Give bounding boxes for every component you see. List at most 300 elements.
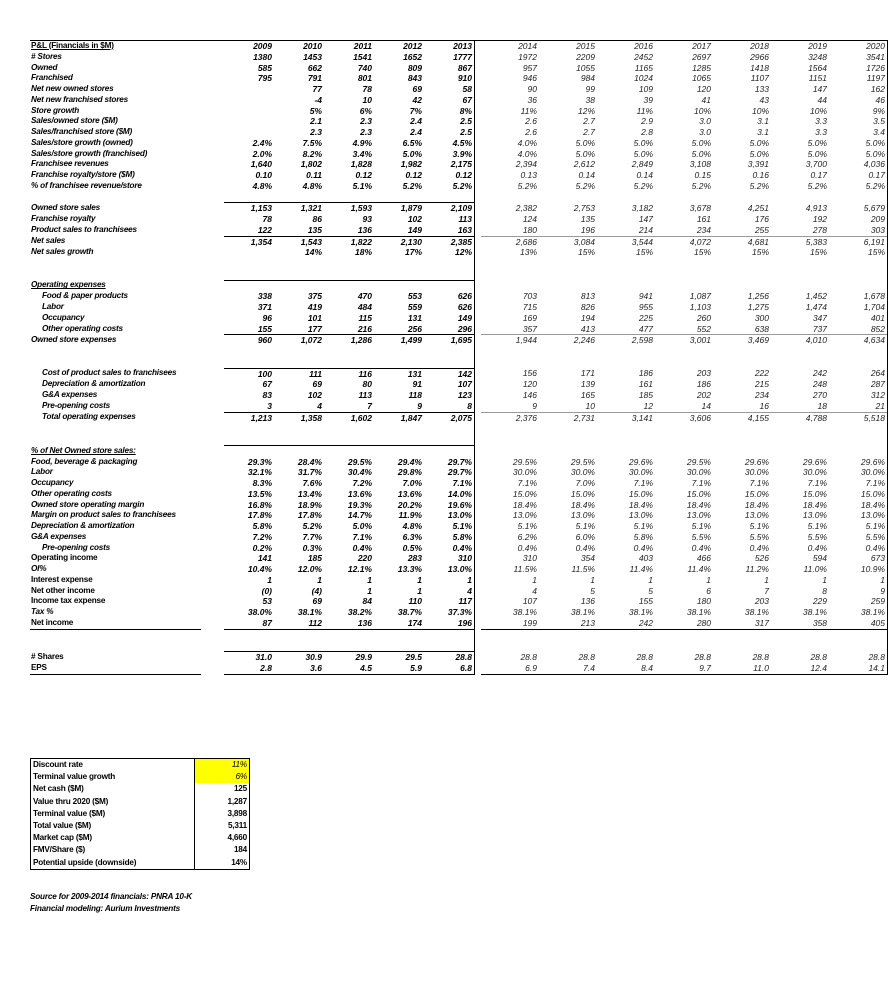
proj-value: 2,686 [481,236,539,247]
blank-cell [539,423,597,434]
blank-cell [539,269,597,280]
proj-value: 44 [817,94,827,105]
proj-value: 3.4 [829,127,888,138]
row-label: Total operating expenses [42,412,136,422]
proj-value: 5,383 [771,236,829,247]
proj-value: 18.4% [570,499,595,510]
hist-value: 3.6 [274,663,324,674]
hist-value: 1 [424,575,475,586]
blank-cell [655,258,713,269]
proj-value: 13.0% [829,510,888,521]
valuation-label: Market cap ($M) [33,833,92,843]
hist-value [224,116,274,127]
hist-value: 30.9 [274,652,324,663]
hist-value: 38.7% [397,607,422,617]
proj-value: 9 [532,400,537,411]
hist-value: 18% [354,247,372,258]
proj-value [771,445,829,456]
pnl-row [30,543,888,554]
proj-value: 955 [638,302,653,312]
proj-value: 4,251 [747,203,769,213]
pnl-row [30,467,888,478]
blank-cell [30,640,201,651]
proj-value: 0.16 [752,170,769,180]
hist-value: 5.0% [352,521,372,531]
pnl-row [30,586,888,597]
proj-value: 0.17 [810,170,827,180]
row-label: Depreciation & amortization [42,379,146,389]
valuation-row [31,857,250,870]
pnl-row [30,214,888,225]
proj-value: 5.2% [807,180,827,191]
proj-value: 1065 [692,73,711,84]
blank-cell [771,423,829,434]
proj-value: 13.0% [512,510,537,521]
hist-value: 0.12 [355,170,372,180]
proj-value: 10% [751,105,769,116]
blank-cell [324,434,374,445]
pnl-row [30,73,888,84]
spacer-cell [201,73,224,84]
hist-value: 116 [324,368,374,379]
proj-value: 1,256 [747,291,769,302]
proj-value: 852 [829,324,888,335]
proj-value: 7.1% [633,478,653,488]
proj-value: 196 [580,224,595,235]
hist-value: 107 [424,379,475,390]
hist-value: 220 [357,553,372,564]
proj-value: 214 [638,224,653,235]
proj-value: 4,036 [829,159,888,170]
hist-value: 1,802 [300,159,322,170]
spacer-cell [201,357,224,368]
hist-value: 3.9% [424,149,475,160]
hist-value: 69 [412,84,422,94]
blank-cell [274,423,324,434]
proj-value: 5.5% [749,531,769,542]
pnl-row [30,457,888,468]
blank-cell [481,346,539,357]
blank-cell [713,192,771,203]
proj-value: 38.1% [686,607,711,617]
hist-value: 115 [358,312,372,323]
blank-cell [374,269,424,280]
blank-cell [655,192,713,203]
proj-value: 14 [701,400,711,411]
blank-cell [424,346,475,357]
hist-value: 801 [357,73,372,84]
proj-value: 6.9 [481,663,539,674]
blank-cell [481,640,539,651]
hist-value [224,127,274,138]
proj-value: 15.0% [570,488,595,499]
proj-value: 18.4% [686,499,711,510]
blank-cell [274,192,324,203]
proj-value: 1 [648,574,653,585]
proj-value: 3248 [808,51,827,62]
proj-value: 1,678 [829,291,888,302]
proj-value: 317 [713,618,771,629]
hist-value: 8% [424,106,475,117]
hist-value: 0.12 [405,170,422,180]
hist-value: 1,879 [374,203,424,214]
proj-value: 18.4% [802,499,827,510]
hist-value: 17.8% [297,510,322,521]
proj-value: 2,753 [573,203,595,213]
hist-value: 5% [309,105,322,116]
pnl-row [30,489,888,500]
proj-value: 11.4% [629,564,653,574]
hist-value: 662 [307,62,322,73]
hist-value: 42 [412,94,422,105]
proj-value: 2.9 [641,116,653,127]
proj-value: 43 [759,94,769,105]
hist-value: 6.5% [402,137,422,148]
spacer-cell [201,607,224,618]
blank-cell [597,258,655,269]
proj-value: 36 [527,94,537,105]
blank-cell [829,192,888,203]
spacer-cell [201,203,224,214]
proj-value: 1726 [829,63,888,74]
hist-value: 13.4% [297,488,322,499]
row-label: Store growth [31,105,80,115]
proj-value: 30.0% [570,467,595,478]
hist-value: 2,109 [424,203,475,214]
row-label: Depreciation & amortization [31,521,135,530]
proj-value: 957 [522,62,537,73]
hist-value: 5.2% [424,181,475,192]
proj-value: 8.4 [597,663,655,674]
hist-value: 1,593 [324,203,374,214]
proj-value: 5.2% [829,181,888,192]
hist-value: 14.0% [424,489,475,500]
proj-value: 259 [829,596,888,607]
proj-value: 7.1% [517,478,537,488]
proj-value: 7.4 [539,663,597,674]
valuation-input-value: 6% [195,771,250,783]
blank-cell [224,640,274,651]
hist-value: 67 [424,95,475,106]
hist-value: 4.9% [352,137,372,148]
proj-value: 3.1 [757,116,769,127]
proj-value: 169 [522,312,537,323]
spacer-cell [201,412,224,423]
proj-value: 5.1% [829,521,888,532]
proj-value: 0.4% [691,542,711,553]
hist-year-header: 2013 [424,41,475,52]
proj-value: 5.2% [691,180,711,191]
hist-value: 12% [424,247,475,258]
pnl-row [30,95,888,106]
hist-value: 69 [312,379,322,390]
hist-value: 123 [424,390,475,401]
hist-value: 2.4 [410,127,422,137]
spacer-cell [201,510,224,521]
valuation-row [31,808,250,820]
blank-cell [224,269,274,280]
proj-value: 5.0% [575,137,595,148]
proj-value: 192 [812,214,827,224]
hist-value: 3 [267,400,272,411]
hist-value: 0.11 [306,170,322,180]
hist-value: 113 [424,214,475,225]
proj-value: 347 [812,312,827,323]
proj-value: 161 [638,379,653,390]
proj-value: 185 [638,390,653,400]
proj-value: 5.0% [749,148,769,159]
proj-value: 255 [754,224,769,235]
hist-value: 559 [407,302,422,312]
proj-value: 124 [522,214,537,224]
blank-cell [274,346,324,357]
hist-value: 196 [424,618,475,629]
proj-value: 5.0% [807,148,827,159]
proj-value: 18.4% [744,499,769,510]
blank-cell [374,346,424,357]
proj-value: 5 [590,585,595,596]
blank-cell [424,357,475,368]
blank-cell [597,434,655,445]
proj-value: 813 [580,291,595,302]
blank-cell [481,629,539,640]
proj-value: 403 [638,553,653,564]
hist-value: 375 [307,291,322,302]
proj-value: 30.0% [802,467,827,478]
proj-value: 39 [643,94,653,105]
proj-value: 120 [522,379,537,390]
blank-cell [274,258,324,269]
blank-cell [481,357,539,368]
hist-value: 4.5 [324,663,374,674]
hist-value: 91 [412,379,422,390]
spacer-cell [201,532,224,543]
proj-value: 3.3 [815,116,827,127]
proj-value: 0.4% [749,542,769,553]
proj-value: 139 [580,379,595,390]
proj-value: 13.0% [628,510,653,521]
row-label: Pre-opening costs [42,401,111,410]
blank-cell [30,346,201,357]
hist-value: 809 [407,62,422,73]
proj-value: 1 [590,574,595,585]
hist-value: 84 [362,596,372,607]
spacer-cell [201,618,224,629]
hist-value: 155 [257,323,272,334]
proj-value [829,280,888,291]
hist-value: 6% [359,105,372,116]
hist-value: 2,385 [424,236,475,247]
blank-cell [374,629,424,640]
hist-value: 131 [407,312,422,323]
proj-value: 3,544 [597,236,655,247]
hist-value: 1,354 [224,236,274,247]
spacer-cell [201,500,224,511]
blank-cell [30,434,201,445]
spacer-cell [201,170,224,181]
proj-value: 4,072 [655,236,713,247]
spacer-cell [201,116,224,127]
hist-value: 1380 [253,51,272,62]
valuation-label: FMV/Share ($) [33,845,85,855]
pnl-row [30,138,888,149]
proj-value: 3.3 [815,127,827,137]
proj-value: 10% [809,105,827,116]
spacer-cell [201,41,224,52]
proj-value [829,445,888,456]
hist-value: 29.5% [347,456,372,467]
proj-value: 1,452 [805,291,827,302]
hist-value: 13.0% [424,564,475,575]
proj-value: 5.5% [807,531,827,542]
row-label: OI% [31,564,47,573]
blank-cell [274,434,324,445]
proj-value: 9 [829,586,888,597]
blank-cell [424,258,475,269]
blank-cell [30,423,201,434]
row-label: Occupancy [31,478,74,487]
proj-value: 0.4% [807,542,827,553]
proj-value: 18.4% [829,500,888,511]
hist-value: 1,358 [274,412,324,423]
spacer-cell [201,390,224,401]
hist-value: 8.3% [252,478,272,488]
proj-value: 4.0% [517,137,537,148]
proj-value: 1,474 [805,302,827,312]
proj-value: 133 [754,84,769,94]
proj-value: 2,612 [573,159,595,170]
hist-value: 1,828 [350,159,372,170]
hist-value: 11.9% [398,510,422,521]
spacer-cell [201,63,224,74]
hist-value: 6.8 [424,663,475,674]
hist-value: 149 [407,224,422,235]
hist-value: 1 [417,585,422,596]
proj-value: 28.8 [829,652,888,663]
proj-value: 941 [638,291,653,302]
spacer-cell [201,401,224,412]
hist-value: 585 [257,62,272,73]
hist-value: 1,213 [224,412,274,423]
pnl-row [30,379,888,390]
row-label: Owned store operating margin [31,499,145,509]
hist-value: 4.8% [402,521,422,531]
hist-value: 177 [307,323,322,334]
proj-value: 1 [532,574,537,585]
hist-value: 5.1% [352,180,372,191]
proj-value: 2,246 [539,335,597,346]
pnl-row [30,368,888,379]
hist-value: 0.5% [402,542,422,553]
hist-value: 7.0% [402,478,422,488]
blank-cell [374,640,424,651]
hist-value: 100 [224,368,274,379]
hist-value: 93 [362,214,372,224]
spacer-cell [201,214,224,225]
proj-value: 38.1% [802,607,827,617]
blank-cell [829,346,888,357]
hist-value: 6.3% [402,531,422,542]
blank-cell [655,346,713,357]
proj-value: 5 [648,585,653,596]
blank-row [30,269,888,280]
hist-value [374,445,424,456]
spacer-cell [201,586,224,597]
proj-value: 12 [643,400,653,411]
pnl-row [30,500,888,511]
hist-value: 2.5 [424,116,475,127]
hist-year-header: 2010 [274,41,324,52]
hist-value: 58 [424,84,475,95]
proj-value: 1,944 [481,335,539,346]
proj-value: 5.2% [575,180,595,191]
hist-value: 83 [262,390,272,400]
hist-value: 2.5 [424,127,475,138]
proj-value: 30.0% [744,467,769,478]
proj-value: 13.0% [570,510,595,521]
proj-value: 3,700 [805,159,827,170]
proj-value: 107 [522,596,537,607]
hist-value: 135 [307,224,322,235]
proj-value: 260 [696,312,711,323]
proj-value: 28.8 [752,651,769,662]
proj-value: 186 [638,368,653,379]
blank-cell [374,192,424,203]
hist-value: 16.8% [247,499,272,510]
hist-value: 1,640 [250,159,272,170]
proj-value: 15.0% [744,488,769,499]
proj-value: 13.0% [744,510,769,521]
hist-value: 2.8 [224,663,274,674]
proj-value: 15% [751,247,769,258]
proj-value: 15.0% [802,488,827,499]
hist-value: 7.7% [302,531,322,542]
hist-value: 0.12 [424,170,475,181]
valuation-value: 125 [195,783,250,795]
row-label: Franchise royalty/store ($M) [31,170,135,179]
blank-cell [374,434,424,445]
valuation-label: Terminal value growth [33,772,116,782]
hist-value: 5.9 [374,663,424,674]
blank-cell [713,629,771,640]
row-label: Sales/store growth (franchised) [31,148,148,158]
hist-value: 31.7% [297,467,322,478]
row-label: Product sales to franchisees [31,225,137,234]
proj-value: 278 [812,224,827,235]
blank-cell [274,269,324,280]
hist-value: 8 [424,401,475,412]
blank-cell [224,192,274,203]
pnl-row [30,116,888,127]
row-label: Franchise royalty [31,214,96,223]
proj-value: 18 [817,400,827,411]
hist-value [224,445,274,456]
proj-value: 46 [829,95,888,106]
hist-value: 7.6% [302,478,322,488]
valuation-table [30,758,250,870]
blank-cell [324,423,374,434]
blank-cell [829,434,888,445]
hist-value: 122 [257,224,272,235]
proj-value: 155 [638,596,653,607]
blank-cell [30,629,201,640]
proj-value: 203 [696,368,711,379]
proj-value: 2.7 [583,127,595,137]
proj-value: 15.0% [686,488,711,499]
proj-value: 13.0% [802,510,827,521]
proj-value: 5.1% [691,521,711,531]
hist-value [274,280,324,291]
